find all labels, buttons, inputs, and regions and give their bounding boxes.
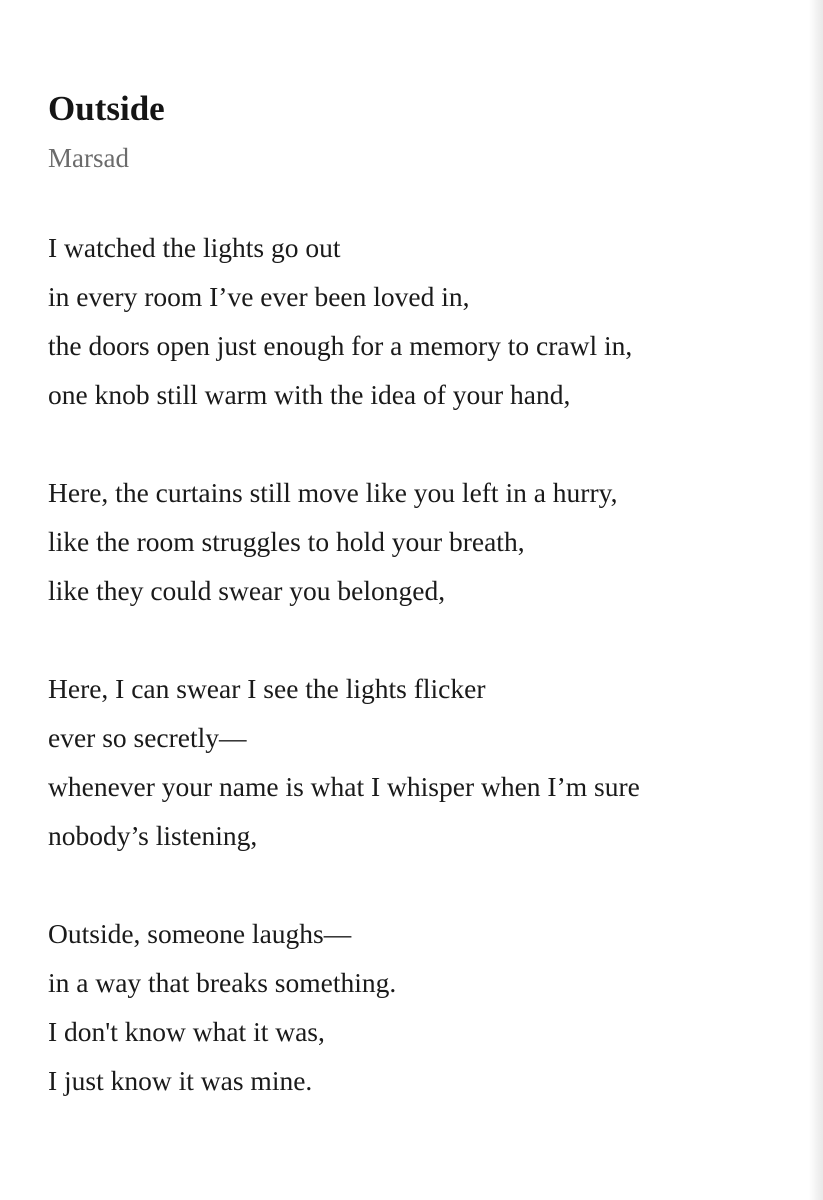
poem-line: like the room struggles to hold your breath, [48,526,525,557]
poem-line: ever so secretly— [48,722,247,753]
stanza-4 [48,909,788,1105]
poem-line: Here, the curtains still move like you left in a hurry, [48,477,618,508]
poem-line: one knob still warm with the idea of your hand, [48,379,571,410]
page-edge [809,0,823,1200]
poem-line: I watched the lights go out [48,232,341,263]
poem-line: I just know it was mine. [48,1065,313,1096]
stanza-1 [48,223,788,419]
poem-line: Here, I can swear I see the lights flicker [48,673,486,704]
stanza-2 [48,468,788,615]
poem-line: in every room I’ve ever been loved in, [48,281,470,312]
poem-line: in a way that breaks something. [48,967,397,998]
poem-body [48,223,788,1105]
poem-author: Marsad [48,143,129,173]
poem-line: I don't know what it was, [48,1016,325,1047]
poem-line: like they could swear you belonged, [48,575,446,606]
poem-line: Outside, someone laughs— [48,918,352,949]
poem-title: Outside [48,89,165,128]
poem-line: whenever your name is what I whisper when I’m sure [48,771,640,802]
poem [48,84,788,1154]
poem-line: nobody’s listening, [48,820,258,851]
poem-line: the doors open just enough for a memory to crawl in, [48,330,633,361]
stanza-3 [48,664,788,860]
